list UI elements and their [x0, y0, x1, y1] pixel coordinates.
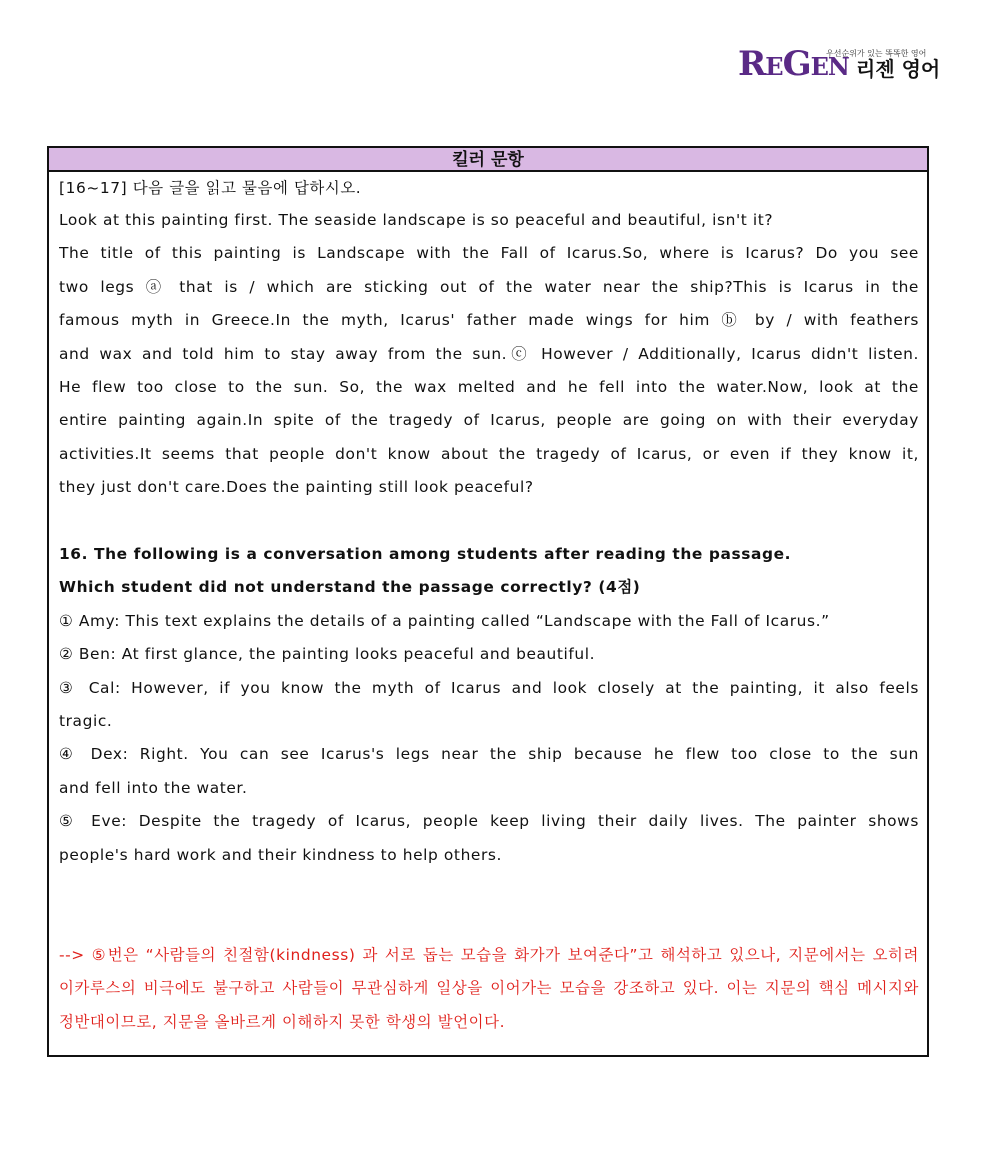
passage-line: famous myth in Greece.In the myth, Icarus' father made wings for him ⓑ by / with feathers [59, 311, 919, 330]
logo-wordmark: REGEN [738, 44, 849, 84]
passage-line: two legs ⓐ that is / which are sticking out of the water near the ship?This is Icarus in the [59, 277, 919, 296]
question-content [49, 172, 927, 1039]
option-line: ⑤ Eve: Despite the tragedy of Icarus, people keep living their daily lives. The painter shows [59, 812, 919, 831]
question-box [47, 146, 929, 1057]
passage-line: activities.It seems that people don't know about the tragedy of Icarus, or even if they know it, [59, 444, 919, 463]
answer-explanation-line: --> ⑤번은 “사람들의 친절함(kindness) 과 서로 돕는 모습을 화가가 보여준다”고 해석하고 있으나, 지문에서는 오히려 [59, 945, 919, 964]
answer-explanation-line: 정반대이므로, 지문을 올바르게 이해하지 못한 학생의 발언이다. [59, 1012, 506, 1031]
passage-line: they just don't care.Does the painting still look peaceful? [59, 478, 534, 497]
question-stem: 16. The following is a conversation among students after reading the passage. [59, 545, 792, 564]
spacer [59, 906, 919, 939]
regen-logo [738, 44, 941, 84]
option-line: ④ Dex: Right. You can see Icarus's legs near the ship because he flew too close to the sun [59, 745, 919, 764]
question-stem: Which student did not understand the passage correctly? (4점) [59, 578, 641, 597]
option-line: ③ Cal: However, if you know the myth of Icarus and look closely at the painting, it also feels [59, 678, 919, 697]
question-box-header: 킬러 문항 [49, 148, 927, 172]
option-line: ② Ben: At first glance, the painting looks peaceful and beautiful. [59, 645, 596, 664]
instruction: [16~17] 다음 글을 읽고 물음에 답하시오. [59, 179, 362, 197]
passage-line: He flew too close to the sun. So, the wax melted and he fell into the water.Now, look at the [59, 378, 919, 397]
answer-explanation-line: 이카루스의 비극에도 불구하고 사람들이 무관심하게 일상을 이어가는 모습을 강조하고 있다. 이는 지문의 핵심 메시지와 [59, 979, 919, 998]
logo-tagline: 우선순위가 있는 똑똑한 영어 [826, 49, 927, 58]
option-line: ① Amy: This text explains the details of a painting called “Landscape with the Fall of Icarus.” [59, 611, 830, 630]
passage-line: The title of this painting is Landscape with the Fall of Icarus.So, where is Icarus? Do you see [59, 244, 919, 263]
option-line: tragic. [59, 712, 113, 731]
option-line: and fell into the water. [59, 778, 248, 797]
passage-line: Look at this painting first. The seaside landscape is so peaceful and beautiful, isn't it? [59, 211, 774, 229]
option-line: people's hard work and their kindness to help others. [59, 845, 503, 864]
logo-korean-name: 리젠 영어 [856, 57, 941, 81]
passage-line: and wax and told him to stay away from the sun.ⓒ However / Additionally, Icarus didn't listen. [59, 344, 919, 363]
spacer [59, 505, 919, 538]
spacer [59, 872, 919, 905]
passage-line: entire painting again.In spite of the tragedy of Icarus, people are going on with their everyday [59, 411, 919, 430]
